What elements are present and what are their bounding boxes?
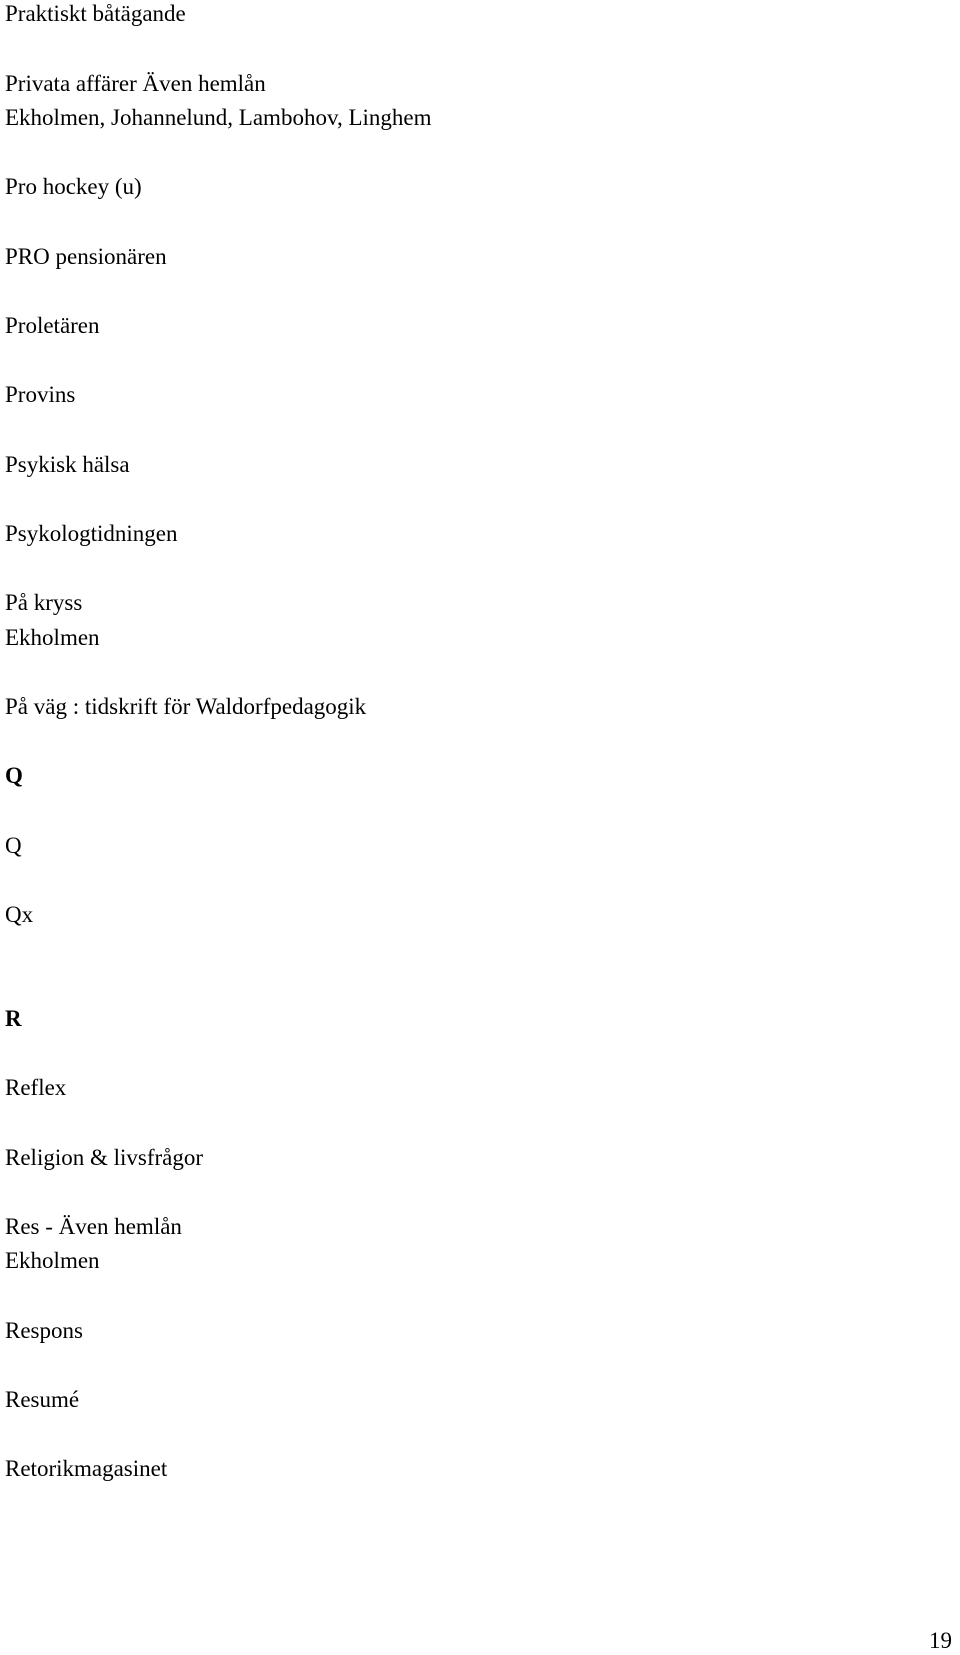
entry-resume: Resumé [5, 1387, 80, 1412]
entry-pa-kryss-location: Ekholmen [5, 625, 100, 650]
section-heading-q: Q [5, 763, 23, 788]
entry-religion: Religion & livsfrågor [5, 1145, 204, 1170]
entry-praktiskt-batagande: Praktiskt båtägande [5, 1, 186, 26]
entry-res-location: Ekholmen [5, 1248, 100, 1273]
entry-q: Q [5, 833, 22, 858]
entry-pro-hockey: Pro hockey (u) [5, 174, 142, 199]
entry-provins: Provins [5, 382, 76, 407]
entry-psykisk-halsa: Psykisk hälsa [5, 452, 130, 477]
entry-privata-affarer: Privata affärer Även hemlån [5, 71, 266, 96]
entry-reflex: Reflex [5, 1075, 67, 1100]
entry-psykologtidningen: Psykologtidningen [5, 521, 178, 546]
entry-proletaren: Proletären [5, 313, 100, 338]
entry-res: Res - Även hemlån [5, 1214, 182, 1239]
entry-pro-pensionaren: PRO pensionären [5, 244, 167, 269]
entry-pa-kryss: På kryss [5, 590, 83, 615]
section-heading-r: R [5, 1006, 22, 1031]
entry-qx: Qx [5, 902, 34, 927]
entry-pa-vag: På väg : tidskrift för Waldorfpedagogik [5, 694, 367, 719]
entry-respons: Respons [5, 1318, 83, 1343]
page-number: 19 [929, 1628, 952, 1653]
entry-privata-affarer-locations: Ekholmen, Johannelund, Lambohov, Linghem [5, 105, 432, 130]
entry-retorikmagasinet: Retorikmagasinet [5, 1456, 168, 1481]
